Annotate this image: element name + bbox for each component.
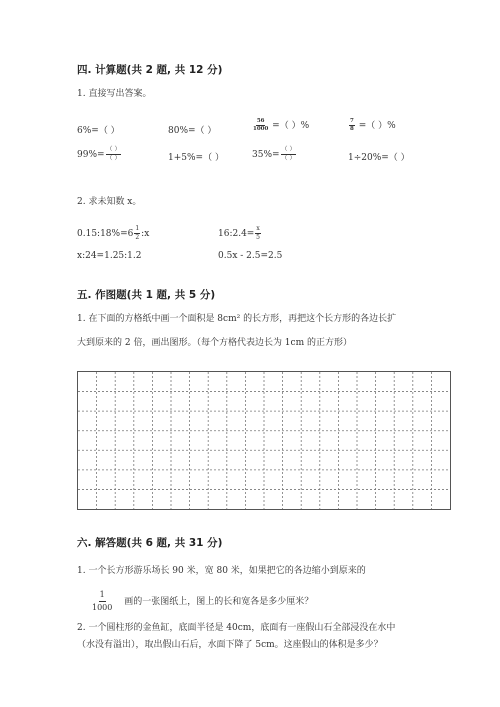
fraction-numerator: 1	[99, 591, 106, 602]
fraction-denominator: 1000	[253, 126, 269, 132]
equation-1	[77, 226, 149, 241]
fraction-numerator: x	[256, 225, 260, 232]
section-4-title: 四. 计算题(共 2 题, 共 12 分)	[77, 64, 223, 76]
expr-rest: =（ ）%	[269, 121, 310, 131]
expr-6pct: 6%=（ ）	[77, 126, 120, 136]
question-6-1-line1: 1. 一个长方形游乐场长 90 米，宽 80 米，如果把它的各边缩小到原来的	[77, 566, 366, 576]
expr-rest: =（ ）%	[355, 121, 396, 131]
question-4-1: 1. 直接写出答案。	[77, 89, 152, 99]
question-6-1-line2	[91, 591, 313, 612]
equation-suffix: :x	[141, 229, 150, 239]
fraction-numerator: （ ）	[281, 146, 296, 153]
fraction-denominator: 1000	[92, 603, 113, 612]
fraction-denominator: （ ）	[106, 155, 121, 162]
square-grid-paper[interactable]	[77, 371, 451, 510]
expr-56-over-1000	[252, 118, 309, 133]
question-5-1-line1: 1. 在下面的方格纸中画一个面积是 8cm² 的长方形，再把这个长方形的各边长扩	[77, 314, 397, 324]
fraction-numerator: （ ）	[106, 146, 121, 153]
fraction-denominator: 2	[135, 234, 140, 241]
fraction-denominator: （ ）	[281, 155, 296, 162]
expr-99pct	[77, 147, 122, 162]
fraction-numerator: 56	[256, 119, 266, 127]
expr-7-over-8	[348, 118, 396, 133]
question-6-2-line2: （水没有溢出），取出假山石后，水面下降了 5cm。这座假山的体积是多少？	[77, 640, 383, 650]
equation-4: 0.5x - 2.5=2.5	[218, 251, 283, 261]
expr-1-plus-5pct: 1+5%=（ ）	[168, 153, 224, 163]
section-5-title: 五. 作图题(共 1 题, 共 5 分)	[77, 289, 216, 301]
expr-prefix: 99%=	[77, 150, 105, 160]
section-6-title: 六. 解答题(共 6 题, 共 31 分)	[77, 537, 223, 549]
equation-prefix: 0.15:18%=6	[77, 229, 134, 239]
equation-prefix: 16:2.4=	[218, 229, 255, 239]
fraction-numerator: 7	[349, 119, 355, 127]
equation-3: x:24=1.25:1.2	[77, 251, 142, 261]
fraction-denominator: 5	[256, 234, 260, 241]
expr-prefix: 35%=	[252, 150, 280, 160]
question-6-2-line1: 2. 一个圆柱形的金鱼缸，底面半径是 40cm，底面有一座假山石全部浸没在水中	[77, 623, 396, 633]
question-5-1-line2: 大到原来的 2 倍，画出图形。（每个方格代表边长为 1cm 的正方形）	[77, 338, 352, 348]
expr-35pct	[252, 147, 297, 162]
grid-lines	[78, 372, 450, 509]
expr-1-div-20pct: 1÷20%=（ ）	[348, 153, 410, 163]
fraction-numerator: 1	[135, 225, 140, 232]
question-6-1-rest: 画的一张图纸上，图上的长和宽各是多少厘米？	[124, 597, 314, 607]
fraction-denominator: 8	[350, 126, 354, 132]
question-4-2: 2. 求未知数 x。	[77, 197, 142, 207]
expr-80pct: 80%=（ ）	[168, 126, 217, 136]
equation-2	[218, 226, 262, 241]
